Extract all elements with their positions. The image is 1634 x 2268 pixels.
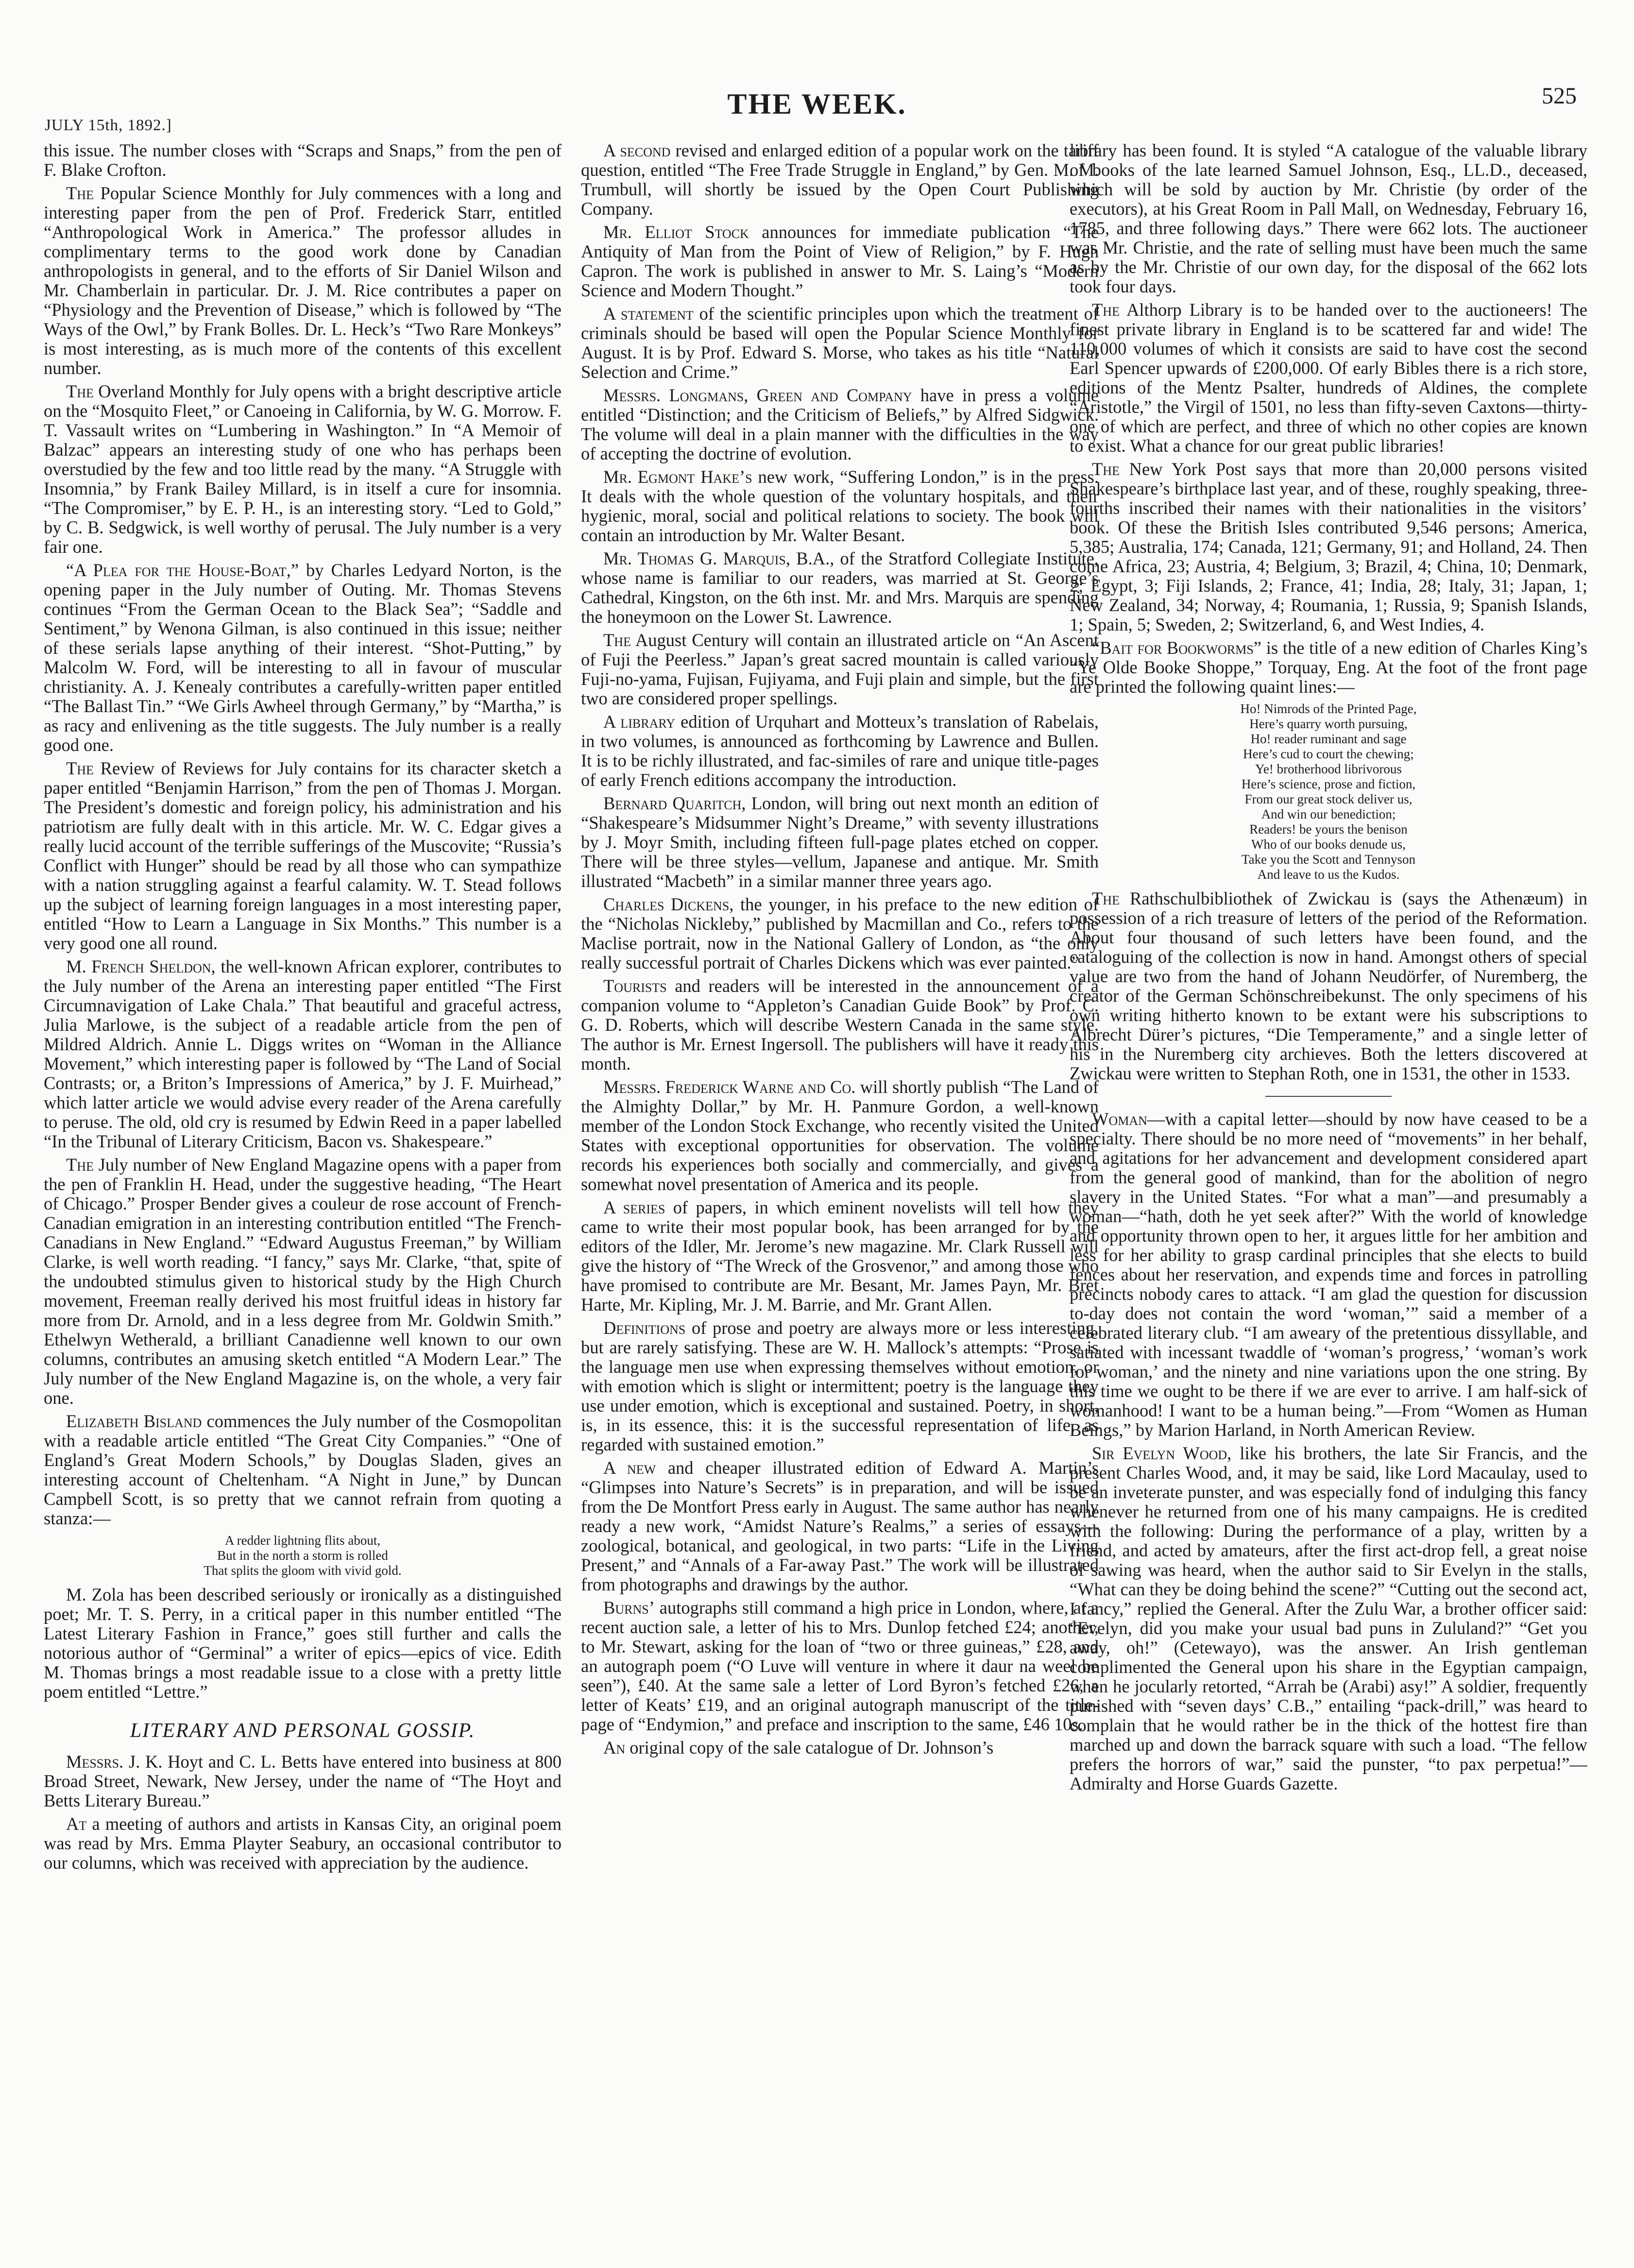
verse-line: And leave to us the Kudos.: [1257, 867, 1400, 882]
paragraph: Messrs. Frederick Warne and Co. will shortly publish “The Land of the Almighty Dollar,” by Mr. H. Panmure Gordon, a well-known member of the London Stock Exchange, who recently visited the United States with exceptional opportunities for observation. The volume records his experiences both socially and commercially, and gives a somewhat novel presentation of America and its people.: [581, 1077, 1099, 1194]
paragraph: A library edition of Urquhart and Motteux’s translation of Rabelais, in two volumes, is announced as forthcoming by Lawrence and Bullen. It is to be richly illustrated, and fac-similes of rare and unique title-pages of early French editions accompany the introduction.: [581, 712, 1099, 790]
column-1: [44, 141, 562, 2244]
paragraph: A series of papers, in which eminent novelists will tell how they came to write their most popular book, has been arranged for by the editors of the Idler, Mr. Jerome’s new magazine. Mr. Clark Russell will give the history of “The Wreck of the Grosvenor,” and among those who have promised to contribute are Mr. Besant, Mr. James Payn, Mr. Bret Harte, Mr. Kipling, Mr. J. M. Barrie, and Mr. Grant Allen.: [581, 1197, 1099, 1314]
paragraph: The July number of New England Magazine opens with a paper from the pen of Franklin H. Head, under the suggestive heading, “The Heart of Chicago.” Prosper Bender gives a couleur de rose account of French-Canadian emigration in an interesting contribution entitled “The French-Canadians in New England.” “Edward Augustus Freeman,” by William Clarke, is well worth reading. “I fancy,” says Mr. Clarke, “that, spite of the undoubted stimulus given to historical study by the High Church movement, Freeman really derived his most fruitful ideas in history far more from Dr. Arnold, and in a less degree from Mr. Goldwin Smith.” Ethelwyn Wetherald, a brilliant Canadienne well known to our own columns, contributes an amusing sketch entitled “A Modern Lear.” The July number of the New England Magazine is, on the whole, a very fair one.: [44, 1155, 562, 1408]
paragraph: Messrs. J. K. Hoyt and C. L. Betts have entered into business at 800 Broad Street, Newark, New Jersey, under the name of “The Hoyt and Betts Literary Bureau.”: [44, 1752, 562, 1810]
paragraph: At a meeting of authors and artists in Kansas City, an original poem was read by Mrs. Emma Playter Seabury, an occasional contributor to our columns, which was received with appreciation by the audience.: [44, 1814, 562, 1873]
paragraph: An original copy of the sale catalogue of Dr. Johnson’s: [603, 1738, 994, 1757]
verse-line: From our great stock deliver us,: [1244, 792, 1413, 806]
paragraph: Burns’ autographs still command a high price in London, where, at a recent auction sale, a letter of his to Mrs. Dunlop fetched £24; another, to Mr. Stewart, asking for the loan of “two or three guineas,” £28, and an autograph poem (“O Luve will venture in where it daur na weel be seen”), £40. At the same sale a letter of Lord Byron’s fetched £26, a letter of Keats’ £19, and an original autograph manuscript of the title-page of “Endymion,” and preface and inscription to the same, £46 10s.: [581, 1598, 1099, 1734]
verse-line: But in the north a storm is rolled: [217, 1548, 388, 1563]
verse-stanza: [44, 1533, 562, 1578]
column-2: [581, 141, 1099, 2244]
paragraph: library has been found. It is styled “A catalogue of the valuable library of books of the late learned Samuel Johnson, Esq., LL.D., deceased, which will be sold by auction by Mr. Christie (by order of the executors), at his Great Room in Pall Mall, on Wednesday, February 16, 1785, and three following days.” There were 662 lots. The auctioneer was Mr. Christie, and the rate of selling must have been much the same as by the Mr. Christie of our own day, for the disposal of the 662 lots took four days.: [1070, 141, 1587, 296]
verse-line: That splits the gloom with vivid gold.: [204, 1563, 402, 1578]
divider: [1265, 1096, 1392, 1097]
paragraph: The New York Post says that more than 20,000 persons visited Shakespeare’s birthplace last year, and of these, roughly speaking, three-fourths inscribed their names with their nationalities in the visitors’ book. Of these the British Isles contributed 9,546 persons; America, 5,385; Australia, 174; Canada, 121; Germany, 91; and Holland, 24. Then come Africa, 23; Austria, 4; Belgium, 3; Brazil, 4; China, 10; Denmark, 2; Egypt, 3; Fiji Islands, 2; France, 41; India, 28; Italy, 31; Japan, 1; New Zealand, 34; Norway, 4; Roumania, 1; Russia, 9; Spanish Islands, 1; Spain, 5; Sweden, 2; Switzerland, 6, and West Indies, 4.: [1070, 459, 1587, 634]
issue-date: JULY 15th, 1892.]: [45, 117, 172, 134]
verse-line: And win our benediction;: [1261, 807, 1396, 821]
paragraph: M. French Sheldon, the well-known African explorer, contributes to the July number of the Arena an interesting paper entitled “The First Circumnavigation of Lake Chala.” That beautiful and graceful actress, Julia Marlowe, is the subject of a readable article from the pen of Mildred Aldrich. Annie L. Diggs writes on “Woman in the Alliance Movement,” which interesting paper is followed by “The Land of Social Contrasts; or, a Briton’s Impressions of America,” by J. F. Muirhead,” which latter article we would advise every reader of the Arena carefully to peruse. The old, old cry is resumed by Edwin Reed in a paper labelled “In the Tribunal of Literary Criticism, Bacon vs. Shakespeare.”: [44, 956, 562, 1151]
paragraph: Charles Dickens, the younger, in his preface to the new edition of the “Nicholas Nickleby,” published by Macmillan and Co., refers to the Maclise portrait, now in the National Gallery of London, as “the only really successful portrait of Charles Dickens which was ever painted.”: [581, 894, 1099, 972]
verse-stanza: [1070, 701, 1587, 882]
section-heading: LITERARY AND PERSONAL GOSSIP.: [130, 1720, 476, 1742]
paragraph: The August Century will contain an illustrated article on “An Ascent of Fuji the Peerless.” Japan’s great sacred mountain is called variously Fuji-no-yama, Fujisan, Fujiyama, and Fuji plain and simple, but the first two are considered proper spellings.: [581, 630, 1099, 708]
verse-line: Ho! Nimrods of the Printed Page,: [1240, 701, 1417, 716]
paragraph: A new and cheaper illustrated edition of Edward A. Martin’s “Glimpses into Nature’s Secrets” is in preparation, and will be issued from the De Montfort Press early in August. The same author has nearly ready a new work, “Amidst Nature’s Realms,” a series of essays—zoological, botanical, and geological, in two parts: “Life in the Living Present,” and “Annals of a Far-away Past.” The work will be illustrated from photographs and drawings by the author.: [581, 1458, 1099, 1594]
verse-line: Who of our books denude us,: [1251, 837, 1406, 852]
paragraph: this issue. The number closes with “Scraps and Snaps,” from the pen of F. Blake Crofton.: [44, 141, 562, 180]
paragraph: Woman—with a capital letter—should by now have ceased to be a specialty. There should be no more need of “movements” in her behalf, and agitations for her advancement and development considered apart from the general good of mankind, than for the abolition of negro slavery in the United States. “For what a man”—and presumably a woman—“hath, doth he yet seek after?” With the world of knowledge and opportunity thrown open to her, it argues little for her ambition and less for her ability to grasp cardinal principles that she elects to build fences about her reservation, and expends time and forces in patrolling precincts nobody cares to attack. “I am glad the question for discussion to-day does not contain the word ‘woman,’” said a member of a celebrated literary club. “I am aweary of the pretentious dissyllable, and satiated with incessant twaddle of ‘woman’s progress,’ ‘woman’s work for woman,’ and the ninety and nine variations upon the one string. By this time we ought to be there if we are ever to arrive. I am half-sick of womanhood! I want to be a human being.”—From “Women as Human Beings,” by Marion Harland, in North American Review.: [1070, 1109, 1587, 1440]
paragraph: The Rathschulbibliothek of Zwickau is (says the Athenæum) in possession of a rich treasure of letters of the period of the Reformation. About four thousand of such letters have been found, and the cataloguing of the collection is now in hand. Amongst others of special value are two from the hand of Johann Neudörfer, of Nuremberg, the creator of the German Schönschreibekunst. The only specimens of his own writing hitherto known to be extant were his subscriptions to Albrecht Dürer’s pictures, “Die Temperamente,” and a single letter of his in the Nuremberg city archieves. Both the letters discovered at Zwickau were written to Stephan Roth, one in 1531, the other in 1533.: [1070, 888, 1587, 1083]
verse-line: Here’s science, prose and fiction,: [1241, 777, 1416, 791]
paragraph: “A Plea for the House-Boat,” by Charles Ledyard Norton, is the opening paper in the July number of Outing. Mr. Thomas Stevens continues “From the German Ocean to the Black Sea”; “Saddle and Sentiment,” by Wenona Gilman, is also continued in this issue; neither of these serials lapse anything of their interest. “Shot-Putting,” by Malcolm W. Ford, will be interesting to all in favour of muscular christianity. A. J. Kenealy contributes a carefully-written paper entitled “The Ballast Tin.” “We Girls Awheel through Germany,” by “Martha,” is as racy and enlivening as the title suggests. The July number is a really good one.: [44, 560, 562, 755]
column-3: [1070, 141, 1587, 2244]
verse-line: Ho! reader ruminant and sage: [1250, 732, 1407, 746]
paragraph: Bernard Quaritch, London, will bring out next month an edition of “Shakespeare’s Midsummer Night’s Dreame,” with seventy illustrations by J. Moyr Smith, including fifteen full-page plates etched on copper. There will be three styles—vellum, Japanese and antique. Mr. Smith illustrated “Macbeth” in a similar manner three years ago.: [581, 793, 1099, 891]
paragraph: The Althorp Library is to be handed over to the auctioneers! The finest private library in England is to be scattered far and wide! The 110,000 volumes of which it consists are said to have cost the second Earl Spencer upwards of £200,000. Of early Bibles there is a rich store, editions of the Mentz Psalter, hundreds of Aldines, the complete “Aristotle,” the Virgil of 1501, no less than fifty-seven Caxtons—thirty-one of which are perfect, and three of which no other copies are known to exist. What a chance for our great public libraries!: [1070, 300, 1587, 456]
verse-line: Take you the Scott and Tennyson: [1242, 852, 1415, 867]
paragraph: M. Zola has been described seriously or ironically as a distinguished poet; Mr. T. S. Perry, in a critical paper in this number entitled “The Latest Literary Fashion in France,” goes still further and calls the notorious author of “Germinal” a writer of epics—epics of vice. Edith M. Thomas brings a most readable issue to a close with a pretty little poem entitled “Lettre.”: [44, 1585, 562, 1702]
paragraph: Tourists and readers will be interested in the announcement of a companion volume to “Appleton’s Canadian Guide Book” by Prof. C. G. D. Roberts, which will describe Western Canada in the same style. The author is Mr. Ernest Ingersoll. The publishers will have it ready this month.: [581, 976, 1099, 1074]
paragraph: Mr. Egmont Hake’s new work, “Suffering London,” is in the press. It deals with the whole question of the voluntary hospitals, and their hygienic, moral, social and political relations to society. The book will contain an introduction by Mr. Walter Besant.: [581, 467, 1099, 545]
paragraph: Messrs. Longmans, Green and Company have in press a volume entitled “Distinction; and the Criticism of Beliefs,” by Alfred Sidgwick. The volume will deal in a plain manner with the difficulties in the way of accepting the doctrine of evolution.: [581, 385, 1099, 463]
verse-line: Here’s quarry worth pursuing,: [1249, 716, 1408, 731]
page-header: [0, 83, 1634, 134]
verse-line: Here’s cud to court the chewing;: [1243, 747, 1414, 761]
paragraph: The Review of Reviews for July contains for its character sketch a paper entitled “Benjamin Harrison,” from the pen of Thomas J. Morgan. The President’s domestic and foreign policy, his administration and his patriotism are fully dealt with in this article. Mr. W. C. Edgar gives a really lucid account of the terrible sufferings of the Muscovite; “Russia’s Conflict with Hunger” should be read by all those who can sympathize with a nation struggling against a fearful calamity. W. T. Stead follows up the subject of learning foreign languages in a most interesting paper, entitled “How to Learn a Language in Six Months.” This number is a very good one all round.: [44, 758, 562, 953]
paragraph: A second revised and enlarged edition of a popular work on the tariff question, entitled “The Free Trade Struggle in England,” by Gen. M. M. Trumbull, will shortly be issued by the Open Court Publishing Company.: [581, 141, 1099, 219]
paragraph: Elizabeth Bisland commences the July number of the Cosmopolitan with a readable article entitled “The Great City Companies.” “One of England’s Great Modern Schools,” by Douglas Sladen, gives an interesting account of Cheltenham. “A Night in June,” by Duncan Campbell Scott, is so pretty that we cannot refrain from quoting a stanza:—: [44, 1411, 562, 1528]
paragraph: “Bait for Bookworms” is the title of a new edition of Charles King’s “Ye Olde Booke Shoppe,” Torquay, Eng. At the foot of the front page are printed the following quaint lines:—: [1070, 638, 1587, 697]
verse-line: A redder lightning flits about,: [224, 1533, 381, 1548]
masthead-title: THE WEEK.: [727, 88, 907, 120]
verse-line: Readers! be yours the benison: [1249, 822, 1408, 836]
paragraph: The Overland Monthly for July opens with a bright descriptive article on the “Mosquito Fleet,” or Canoeing in California, by W. G. Morrow. F. T. Vassault writes on “Lumbering in Washington.” In “A Memoir of Balzac” appears an interesting study of one who has perhaps been overstudied by the few and too little read by the many. “A Struggle with Insomnia,” by Frank Bailey Millard, is in itself a cure for insomnia. “The Compromiser,” by E. P. H., is an interesting story. “Led to Gold,” by C. B. Sedgwick, is well worthy of perusal. The July number is a very fair one.: [44, 381, 562, 557]
paragraph: The Popular Science Monthly for July commences with a long and interesting paper from the pen of Prof. Frederick Starr, entitled “Anthropological Work in America.” The professor alludes in complimentary terms to the good work done by Canadian anthropologists in general, and to the efforts of Sir Daniel Wilson and Mr. Chamberlain in particular. Dr. J. M. Rice contributes a paper on “Physiology and the Prevention of Disease,” which is followed by “The Ways of the Owl,” by Frank Bolles. Dr. L. Heck’s “Two Rare Monkeys” is most interesting, as is much more of the contents of this excellent number.: [44, 183, 562, 378]
paragraph: Sir Evelyn Wood, like his brothers, the late Sir Francis, and the present Charles Wood, and, it may be said, like Lord Macaulay, used to be an inveterate punster, and was especially fond of indulging this fancy whenever he returned from one of his many campaigns. He is credited with the following: During the performance of a play, written by a friend, and acted by amateurs, after the first act-drop fell, a great noise of sawing was heard, when the author said to Sir Evelyn in the stalls, “What can they be doing behind the scene?” “Cutting out the second act, I fancy,” replied the General. After the Zulu War, a brother officer said: “Evelyn, did you make your usual bad puns in Zululand?” “Get you away, oh!” (Cetewayo), was the answer. An Irish gentleman complimented the General upon his share in the Egyptian campaign, when he jocularly retorted, “Arrah be (Arabi) asy!” A soldier, frequently punished with “seven days’ C.B.,” entailing “pack-drill,” was heard to complain that he would rather be in the thick of the hottest fire than marched up and down the barrack square with such a load. “The fellow prefers the horrors of war,” said the punster, “to pax perpetua!”—Admiralty and Horse Guards Gazette.: [1070, 1443, 1587, 1793]
paragraph: A statement of the scientific principles upon which the treatment of criminals should be based will open the Popular Science Monthly for August. It is by Prof. Edward S. Morse, who takes as his title “Natural Selection and Crime.”: [581, 304, 1099, 382]
paragraph: Mr. Thomas G. Marquis, B.A., of the Stratford Collegiate Institute, whose name is familiar to our readers, was married at St. George’s Cathedral, Kingston, on the 6th inst. Mr. and Mrs. Marquis are spending the honeymoon on the Lower St. Lawrence.: [581, 548, 1099, 627]
paragraph: Mr. Elliot Stock announces for immediate publication “The Antiquity of Man from the Point of View of Religion,” by F. Hugh Capron. The work is published in answer to Mr. S. Laing’s “Modern Science and Modern Thought.”: [581, 222, 1099, 300]
paragraph: Definitions of prose and poetry are always more or less interesting, but are rarely satisfying. These are W. H. Mallock’s attempts: “Prose is the language men use when expressing themselves without emotion, or with emotion which is slight or intermittent; poetry is the language they use under emotion, which is exceptional and sustained. Poetry, in short, is, in its essence, this: it is the successful representation of life, as regarded with sustained emotion.”: [581, 1318, 1099, 1454]
page-number: 525: [1542, 83, 1577, 109]
verse-line: Ye! brotherhood librivorous: [1255, 762, 1402, 776]
